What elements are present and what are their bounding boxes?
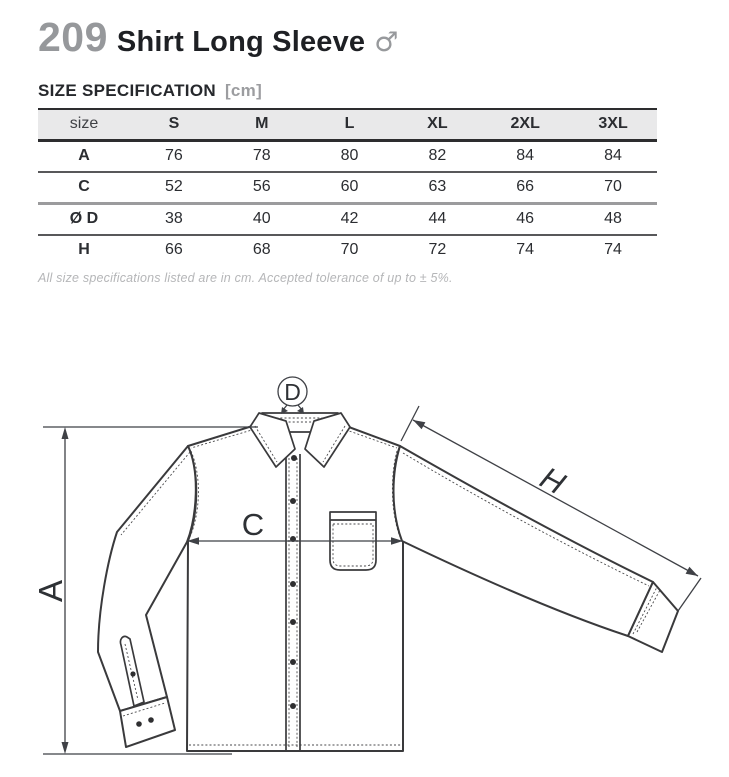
column-header-m: M [255, 115, 269, 132]
column-header-xl: XL [427, 115, 448, 132]
unit-label: [cm] [224, 81, 263, 100]
cell: 84 [604, 147, 622, 164]
table-row-c [38, 172, 657, 204]
cell: 72 [428, 241, 447, 258]
cell: 70 [340, 241, 359, 258]
row-label: H [78, 241, 90, 258]
product-code: 209 [38, 14, 108, 60]
shirt-body [187, 423, 403, 751]
cell: 66 [165, 241, 183, 258]
column-header-l: L [344, 115, 355, 132]
column-header-2xl: 2XL [510, 115, 540, 132]
male-symbol-icon: ♂ [374, 27, 399, 58]
cell: 42 [340, 210, 359, 227]
column-header-s: S [168, 115, 180, 132]
column-header-3xl: 3XL [598, 115, 628, 132]
row-label: Ø D [69, 210, 99, 227]
dimension-d [278, 377, 307, 414]
cell: 40 [252, 210, 271, 227]
cell: 56 [252, 178, 271, 195]
size-table [38, 108, 657, 265]
right-sleeve [394, 446, 654, 636]
cell: 66 [516, 178, 535, 195]
cell: 74 [516, 241, 535, 258]
size-specification-label: SIZE SPECIFICATION [38, 81, 216, 100]
product-name: Shirt Long Sleeve [116, 26, 366, 58]
cell: 48 [604, 210, 622, 227]
cell: 74 [604, 241, 622, 258]
table-row-h [38, 235, 657, 265]
cell: 70 [604, 178, 622, 195]
cell: 78 [252, 147, 271, 164]
cell: 82 [428, 147, 447, 164]
label-d: D [284, 379, 301, 405]
cell: 76 [165, 147, 183, 164]
shirt-technical-drawing [0, 284, 729, 777]
row-label: A [78, 147, 90, 164]
row-label: C [78, 178, 90, 195]
size-table-header-row [38, 109, 657, 141]
cell: 63 [428, 178, 447, 195]
section-heading [38, 81, 729, 101]
cell: 68 [252, 241, 271, 258]
cell: 80 [340, 147, 359, 164]
tolerance-footnote: All size specifications listed are in cm. Accepted tolerance of up to ± 5%. [38, 271, 453, 285]
table-row-d [38, 204, 657, 236]
cell: 60 [340, 178, 359, 195]
label-a: A [32, 579, 69, 603]
cell: 84 [516, 147, 535, 164]
column-header-size: size [69, 115, 99, 132]
table-row-a [38, 141, 657, 173]
spec-sheet-page [0, 14, 729, 777]
cell: 44 [428, 210, 447, 227]
cell: 38 [165, 210, 183, 227]
page-title [38, 14, 729, 61]
cell: 52 [165, 178, 183, 195]
left-sleeve [98, 446, 196, 711]
cell: 46 [516, 210, 535, 227]
label-h: H [534, 459, 571, 502]
label-c: C [241, 507, 265, 542]
